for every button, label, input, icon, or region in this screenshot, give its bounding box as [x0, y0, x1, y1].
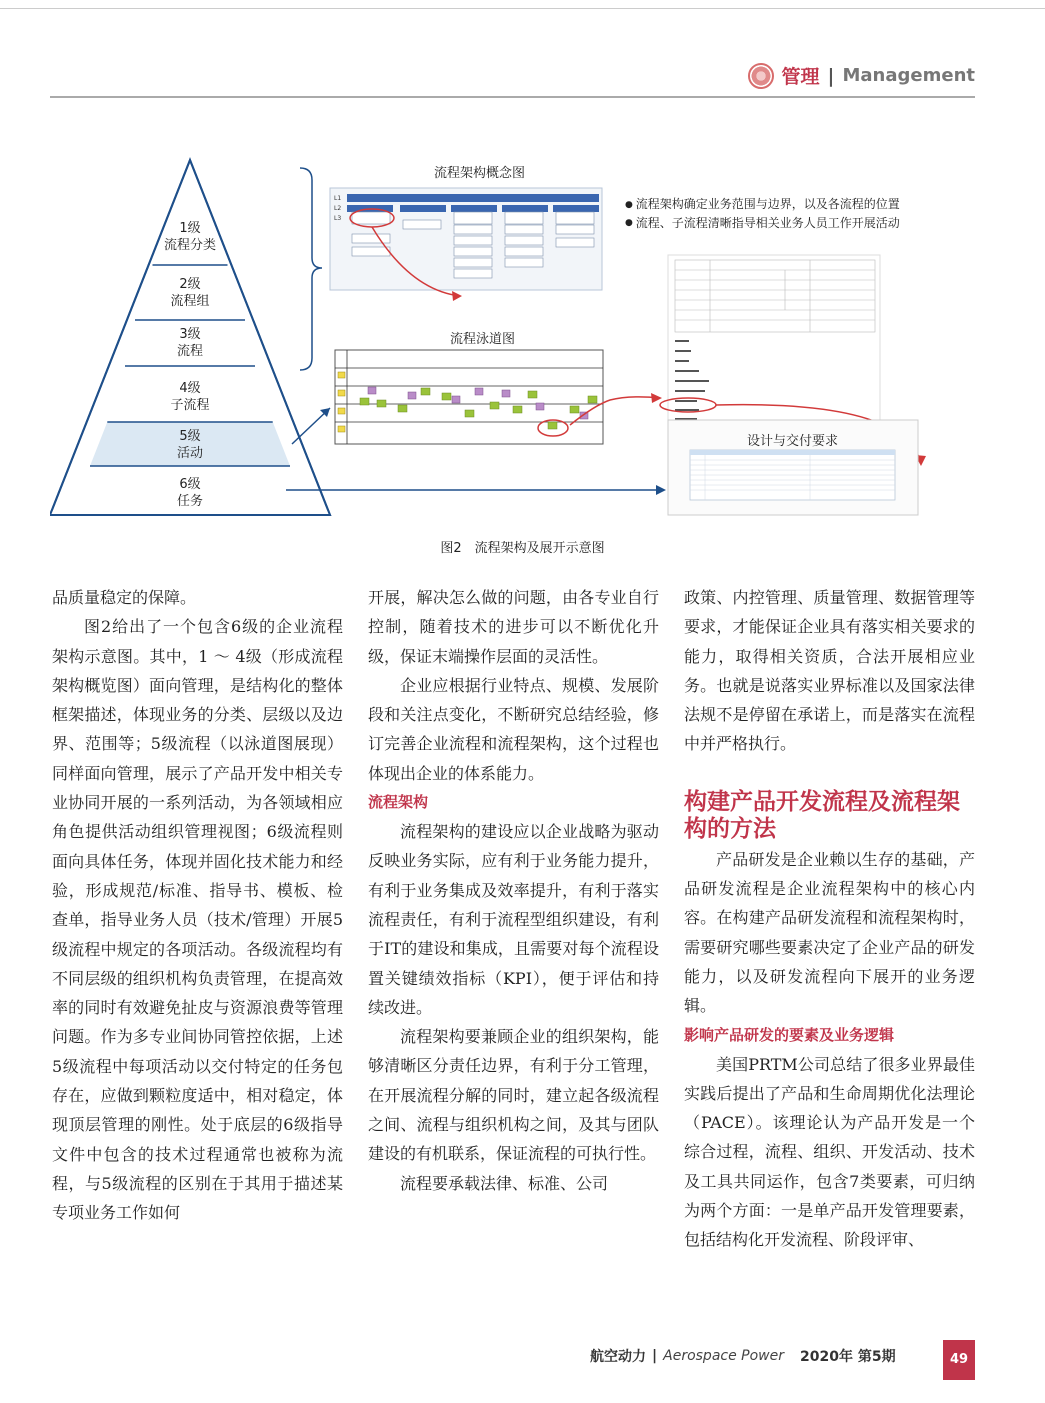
pyramid-level-4: 4级 子流程	[170, 381, 210, 413]
concept-l3-label: L3	[334, 215, 342, 222]
pyramid-level-1: 1级 流程分类	[163, 221, 216, 253]
footer-separator: |	[652, 1348, 658, 1364]
text-column-1	[52, 583, 343, 1228]
section-logo-icon	[748, 63, 774, 89]
process-form-sheet	[668, 255, 880, 425]
swimlane-diagram-title: 流程泳道图	[450, 332, 516, 347]
pyramid-level-2: 2级 流程组	[170, 277, 210, 309]
header-rule	[50, 96, 975, 98]
header-separator: |	[827, 64, 835, 87]
text-column-2	[368, 583, 659, 1198]
pyramid-level-6: 6级 任务	[176, 477, 203, 509]
top-border	[0, 8, 1045, 9]
paragraph: 美国PRTM公司总结了很多业界最佳实践后提出了产品和生命周期优化法理论（PACE）。该理论认为产品开发是一个综合过程，流程、组织、开发活动、技术及工具共同运作，包含7类要素，可归纳为两个方面：一是单产品开发管理要素，包括结构化开发流程、阶段评审、	[684, 1054, 975, 1250]
bracket-levels-1-3	[300, 168, 322, 370]
swimlane-diagram-box	[335, 350, 603, 444]
paragraph: 流程架构的建设应以企业战略为驱动反映业务实际，应有利于业务能力提升，有利于业务集成及效率提升，有利于落实流程责任，有利于流程型组织建设，有利于IT的建设和集成，且需要对每个流程设置关键绩效指标（KPI），便于评估和持续改进。	[368, 822, 659, 1017]
concept-diagram-title: 流程架构概念图	[434, 166, 526, 181]
paragraph: 开展，解决怎么做的问题，由各专业自行控制，随着技术的进步可以不断优化升级，保证末端操作层面的灵活性。	[368, 588, 659, 666]
requirements-title: 设计与交付要求	[747, 434, 839, 449]
page-footer	[590, 1346, 896, 1366]
paragraph: 企业应根据行业特点、规模、发展阶段和关注点变化，不断研究总结经验，修订完善企业流程和流程架构，这个过程也体现出企业的体系能力。	[368, 675, 659, 783]
figure-process-architecture	[50, 150, 975, 530]
page-header	[748, 62, 975, 89]
page-number: 49	[943, 1340, 975, 1380]
section-title-en: Management	[842, 65, 975, 86]
paragraph: 图2给出了一个包含6级的企业流程架构示意图。其中，1 ～ 4级（形成流程架构概览图）面向管理，是结构化的整体框架描述，体现业务的分类、层级以及边界、范围等；5级流程（以泳道图展现）同样面向管理，展示了产品开发中相关专业协同开展的一系列活动，为各领域相应角色提供活动组织管理视图；6级流程则面向具体任务，体现并固化技术能力和经验，形成规范/标准、指导书、模板、检查单，指导业务人员（技术/管理）开展5级流程中规定的各项活动。各级流程均有不同层级的组织机构负责管理，在提高效率的同时有效避免扯皮与资源浪费等管理问题。作为多专业间协同管控依据，上述5级流程中每项活动以交付特定的任务包存在，应做到颗粒度适中，相对稳定，体现顶层管理的刚性。处于底层的6级指导文件中包含的技术过程通常也被称为流程，与5级流程的区别在于其用于描述某专项业务工作如何	[52, 617, 343, 1223]
section-heading: 构建产品开发流程及流程架构的方法	[684, 788, 960, 842]
subsection-heading: 流程架构	[368, 793, 429, 812]
pyramid-level-5: 5级 活动	[176, 429, 203, 461]
subsection-heading: 影响产品研发的要素及业务逻辑	[684, 1025, 895, 1044]
section-title-cn: 管理	[781, 66, 820, 88]
paragraph: 流程架构要兼顾企业的组织架构，能够清晰区分责任边界，有利于分工管理，在开展流程分解的同时，建立起各级流程之间、流程与组织机构之间，及其与团队建设的有机联系，保证流程的可执行性。	[368, 1027, 659, 1164]
paragraph: 产品研发是企业赖以生存的基础，产品研发流程是企业流程架构中的核心内容。在构建产品研发流程和流程架构时，需要研究哪些要素决定了企业产品的研发能力，以及研发流程向下展开的业务逻辑。	[684, 849, 975, 1016]
figure-caption: 图2 流程架构及展开示意图	[440, 541, 605, 556]
paragraph: 流程要承载法律、标准、公司	[400, 1173, 609, 1193]
journal-issue: 2020年 第5期	[799, 1349, 896, 1365]
journal-name-cn: 航空动力	[590, 1349, 646, 1365]
figure-bullets	[625, 195, 900, 232]
text-column-3	[684, 583, 975, 1255]
figure-bullet-2: ● 流程、子流程清晰指导相关业务人员工作开展活动	[625, 214, 900, 233]
pyramid-level-3: 3级 流程	[176, 327, 203, 359]
paragraph: 品质量稳定的保障。	[52, 588, 197, 607]
paragraph: 政策、内控管理、质量管理、数据管理等要求，才能保证企业具有落实相关要求的能力，取得相关资质，合法开展相应业务。也就是说落实业界标准以及国家法律法规不是停留在承诺上，而是落实在流程中并严格执行。	[684, 588, 975, 754]
journal-name-en: Aerospace Power	[663, 1348, 784, 1364]
figure-bullet-1: ● 流程架构确定业务范围与边界，以及各流程的位置	[625, 195, 900, 214]
concept-l1-label: L1	[334, 195, 342, 202]
concept-l2-label: L2	[334, 205, 342, 212]
